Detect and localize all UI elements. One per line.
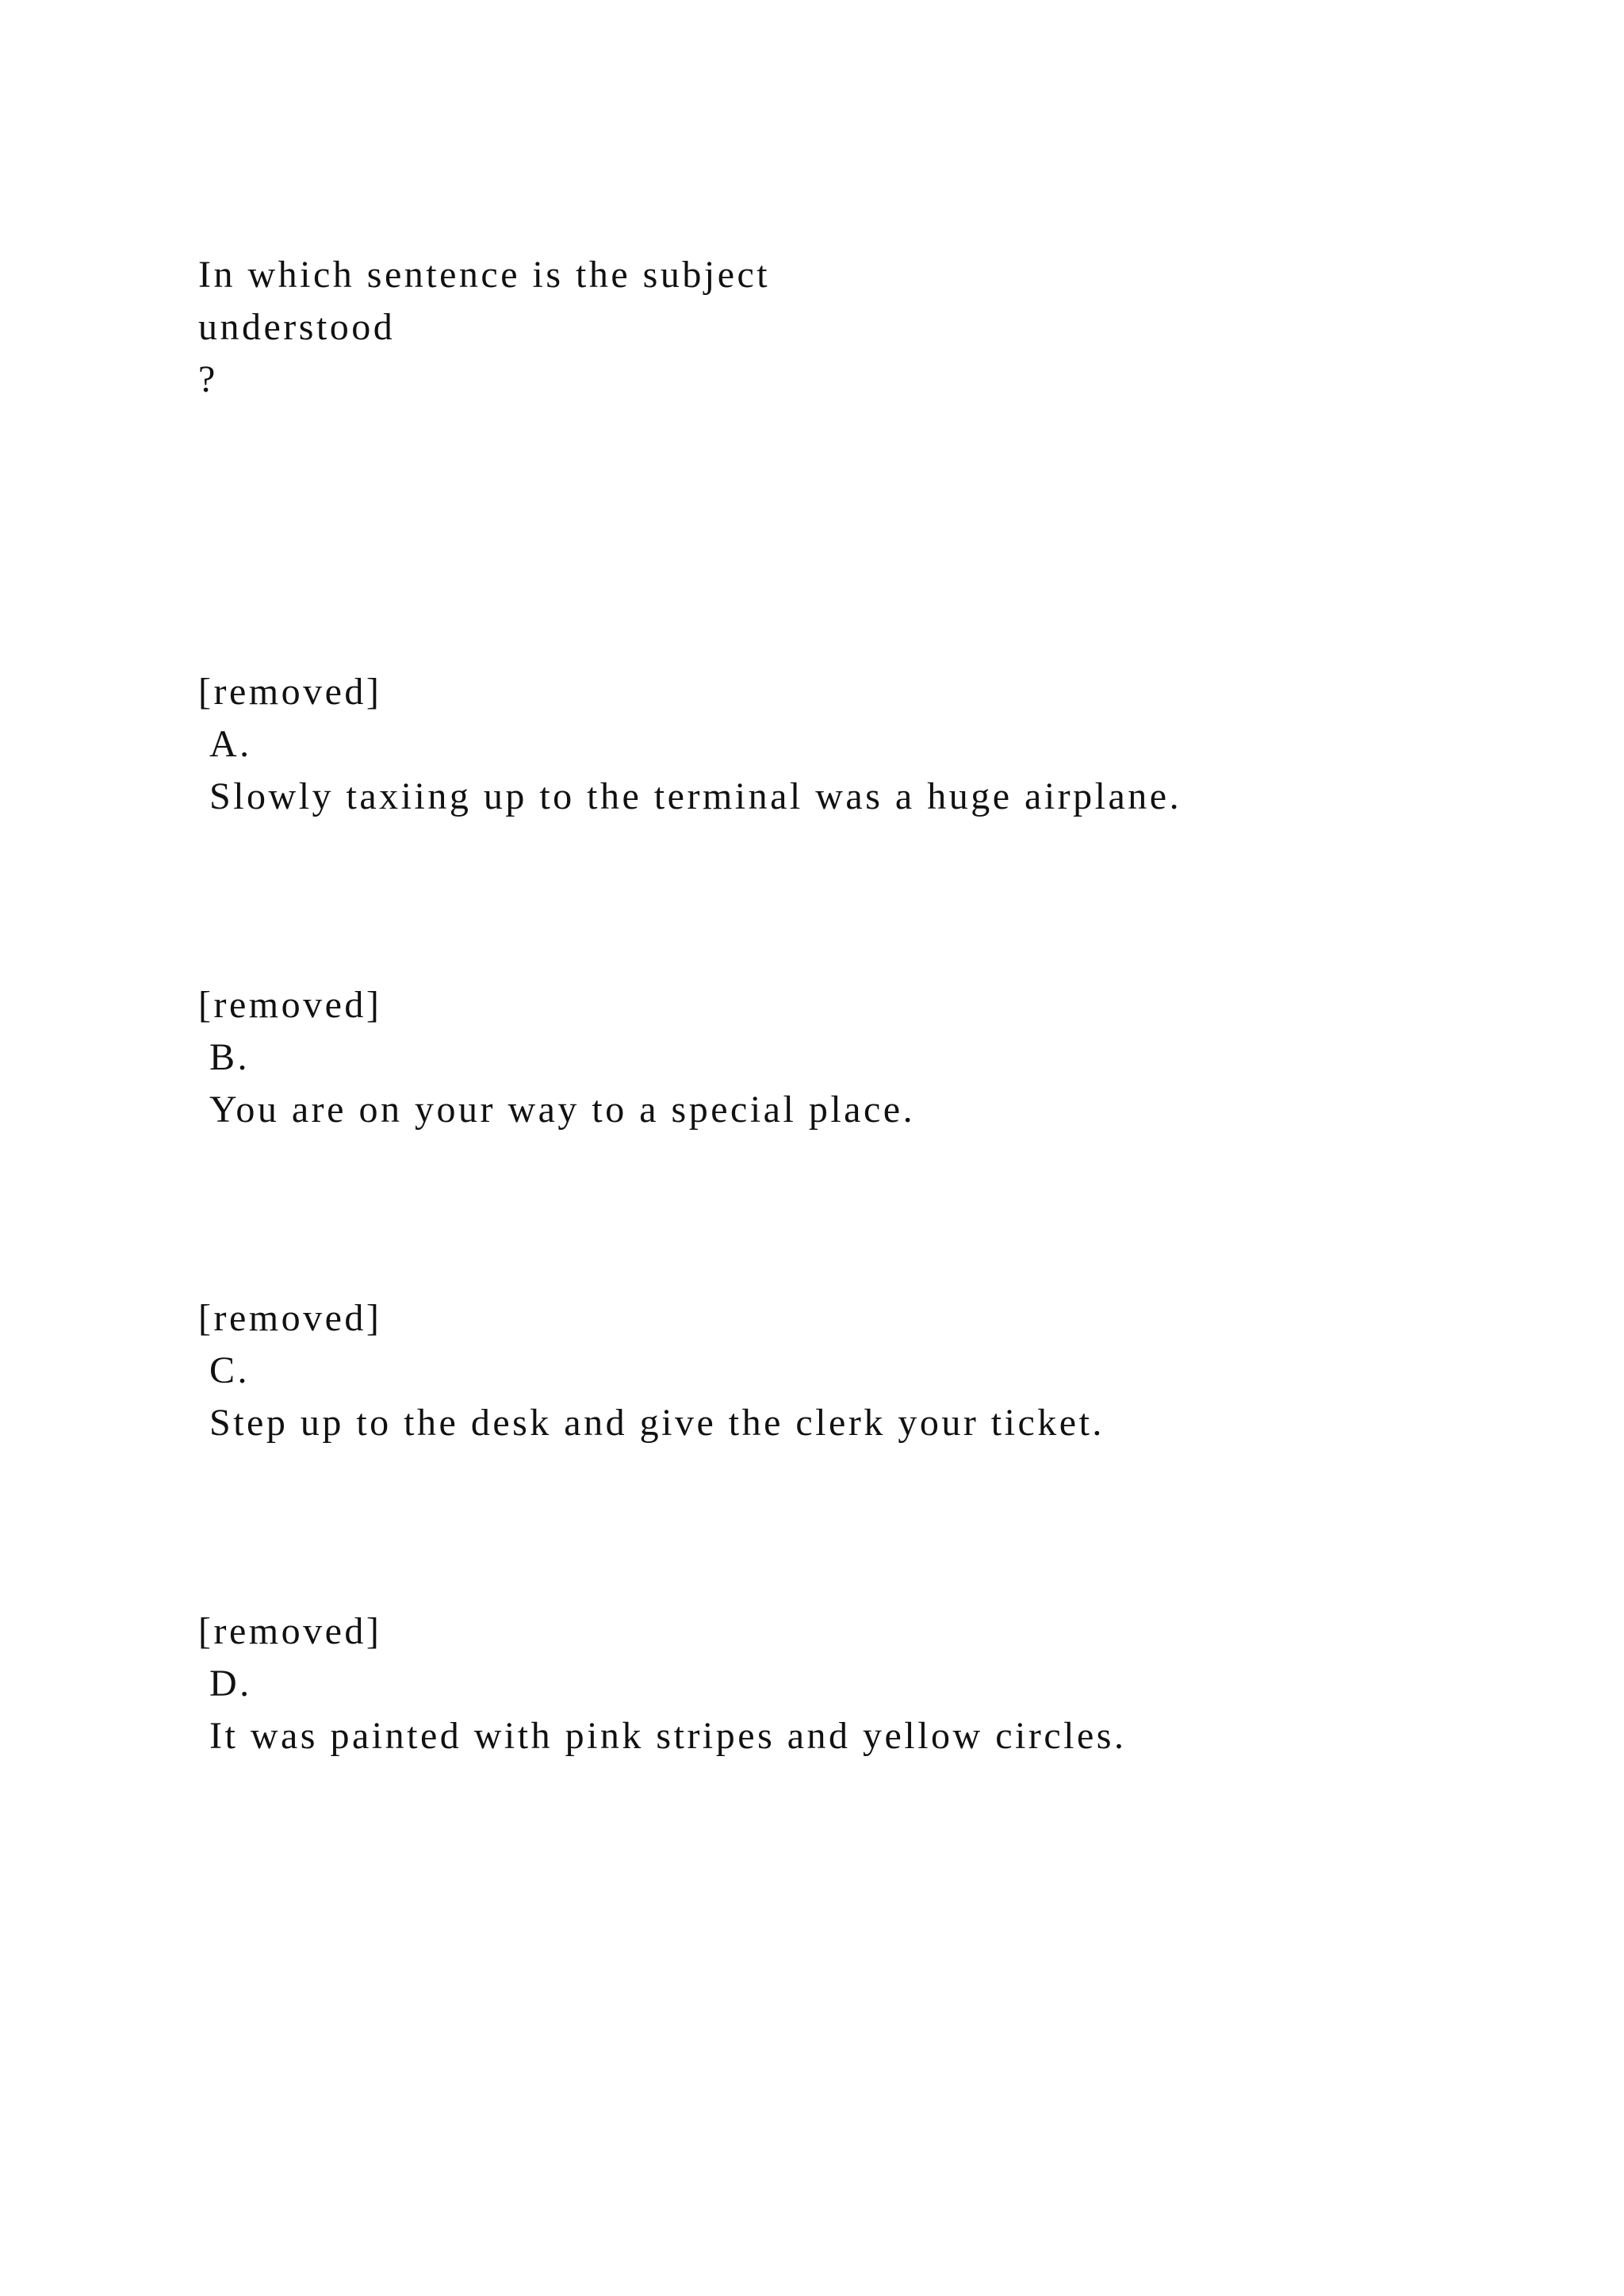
question-line-1: In which sentence is the subject [198, 254, 771, 296]
option-b-letter: B. [209, 1036, 251, 1078]
option-d-letter: D. [209, 1663, 252, 1705]
option-d-text: It was painted with pink stripes and yellow circles. [209, 1715, 1127, 1757]
question-line-2: understood [198, 306, 396, 348]
question-line-3: ? [198, 358, 218, 400]
option-a-letter: A. [209, 723, 252, 765]
option-a-text: Slowly taxiing up to the terminal was a huge airplane. [209, 775, 1182, 817]
option-c-marker: [removed] [198, 1297, 382, 1339]
option-b-marker: [removed] [198, 984, 382, 1026]
option-c-text: Step up to the desk and give the clerk your ticket. [209, 1402, 1105, 1444]
option-b-text: You are on your way to a special place. [209, 1089, 916, 1131]
option-c-letter: C. [209, 1349, 251, 1391]
option-a-marker: [removed] [198, 671, 382, 713]
option-d-marker: [removed] [198, 1610, 382, 1652]
